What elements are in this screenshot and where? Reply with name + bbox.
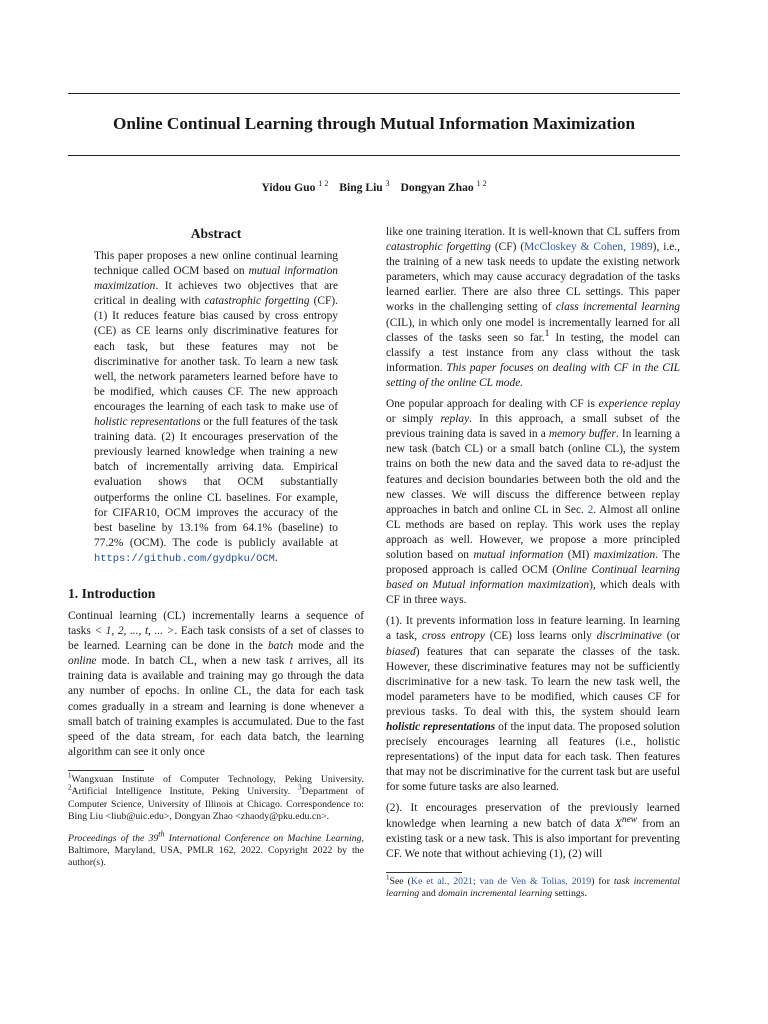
section-link[interactable]: 2 [587, 503, 594, 516]
citation-link[interactable]: Ke et al., 2021 [410, 875, 473, 887]
paper-title: Online Continual Learning through Mutual Information Maximization [112, 114, 636, 133]
right-column [386, 225, 680, 901]
affiliation-footnote: $^1$Wangxuan Institute of Computer Technology, Peking University. $^2$Artificial Intelligence Institute, Peking University. $^3$Department of Computer Science, University of Illinois at Chicago. Correspondence to: Bing Liu <liub@uic.edu>, Dongyan Zhao <zhaody@pku.edu.cn>. [68, 771, 364, 823]
author-affiliation: 3 [385, 179, 390, 189]
title-rule-bottom [68, 155, 680, 156]
author-name: Yidou Guo [261, 181, 316, 194]
code-link[interactable]: https://github.com/gydpku/OCM [94, 552, 275, 565]
intro-paragraph-2: like one training iteration. It is well-known that CL suffers from catastrophic forgetting (CF) (McCloskey & Cohen, 1989), i.e., the training of a new task needs to update the existing network parameters, which may cause accuracy degradation of the tasks learned earlier. There are also three CL settings. This paper works in the challenging setting of class incremental learning (CIL), in which only one model is incrementally learned for all classes of the tasks seen so far.$^1$ In testing, the model can classify a test instance from any class without the task information. This paper focuses on dealing with CF in the CIL setting of the online CL mode. [386, 226, 680, 389]
abstract-heading: Abstract [190, 226, 242, 241]
citation-link[interactable]: van de Ven & Tolias, 2019 [479, 875, 592, 887]
intro-paragraph-1: Continual learning (CL) incrementally learns a sequence of tasks < 1, 2, ..., t, ... >. Each task consists of a set of classes to be learned. Learning can be done in the batch mode and the online mode. In batch CL, when a new task t arrives, all its training data is available and training may go through the data any number of epochs. In online CL, the data for each task comes gradually in a stream and learning is done whenever a small batch of training examples is accumulated. Due to the fast speed of the data stream, for each data batch, the learning algorithm can see it only once [68, 609, 365, 758]
intro-paragraph-4: (1). It prevents information loss in feature learning. In learning a task, cross entropy (CE) loss learns only discriminative (or biased) features that can separate the classes of the task. However, these discriminative features may not be sufficiently discriminative for a new task. To learn the new task well, the model parameters have to be modified, which causes CF for previous tasks. To deal with this, the system should learn holistic representations of the input data. The proposed solution precisely encourages learning all features (i.e., holistic representations) of the input data for each task. Then features that may not be discriminative for the current task but are useful for some future tasks are also learned. [386, 615, 680, 794]
abstract-body: This paper proposes a new online continual learning technique called OCM based on mutual information maximization. It achieves two objectives that are critical in dealing with catastrophic forgetting (CF). (1) It reduces feature bias caused by cross entropy (CE) as CE learns only discriminative features for each task, but these features may not be discriminative for another task. To learn a new task well, the network parameters learned before have to be modified, which causes CF. The new approach encourages the learning of each task to make use of holistic representations or the full features of the task training data. (2) It encourages preservation of the previously learned knowledge when training a new batch of incrementally arriving data. Empirical evaluation shows that OCM substantially outperforms the online CL baselines. For example, for CIFAR10, OCM improves the accuracy of the best baseline by 13.1% from 64.1% (baseline) to 77.2% (OCM). The code is publicly available at https://github.com/gydpku/OCM. [94, 250, 338, 565]
author-list [68, 180, 680, 196]
citation-link[interactable]: McCloskey & Cohen, 1989 [524, 241, 653, 254]
author-name: Dongyan Zhao [400, 181, 474, 194]
intro-paragraph-3: One popular approach for dealing with CF is experience replay or simply replay. In this approach, a small subset of the previous training data is saved in a memory buffer. In learning a new task (batch CL) or a small batch (online CL), the system trains on both the new data and the saved data to re-adjust the features and decision boundaries between both the old and the new classes. We will discuss the difference between replay approaches in batch and online CL in Sec. 2. Almost all online CL methods are based on replay. This work uses the replay approach as well. However, we propose a more principled solution based on mutual information (MI) maximization. The proposed approach is called OCM (Online Continual learning based on Mutual information maximization), which deals with CF in three ways. [386, 398, 681, 607]
author-3 [401, 181, 487, 194]
footnote-marker[interactable]: 1 [544, 328, 550, 339]
author-affiliation: 1 2 [318, 179, 329, 189]
intro-paragraph-5: (2). It encourages preservation of the previously learned knowledge when learning a new batch of data $X^{new}$ from an existing task or a new task. This is also important for preventing CF. We note that without achieving (1), (2) will [386, 802, 680, 860]
section-heading-introduction: 1. Introduction [68, 585, 156, 601]
footnote-1: $^1$See (Ke et al., 2021; van de Ven & Tolias, 2019) for task incremental learning and domain incremental learning settings. [386, 873, 681, 900]
left-column [68, 225, 364, 870]
author-name: Bing Liu [339, 181, 383, 194]
proceedings-notice: Proceedings of the 39th International Conference on Machine Learning, Baltimore, Maryland, USA, PMLR 162, 2022. Copyright 2022 by the author(s). [68, 829, 364, 869]
author-1 [261, 181, 328, 194]
author-2 [339, 181, 389, 194]
footnote-rule [386, 872, 462, 873]
footnote-rule [68, 770, 144, 771]
title-rule-top [68, 93, 680, 94]
author-affiliation: 1 2 [476, 179, 487, 189]
